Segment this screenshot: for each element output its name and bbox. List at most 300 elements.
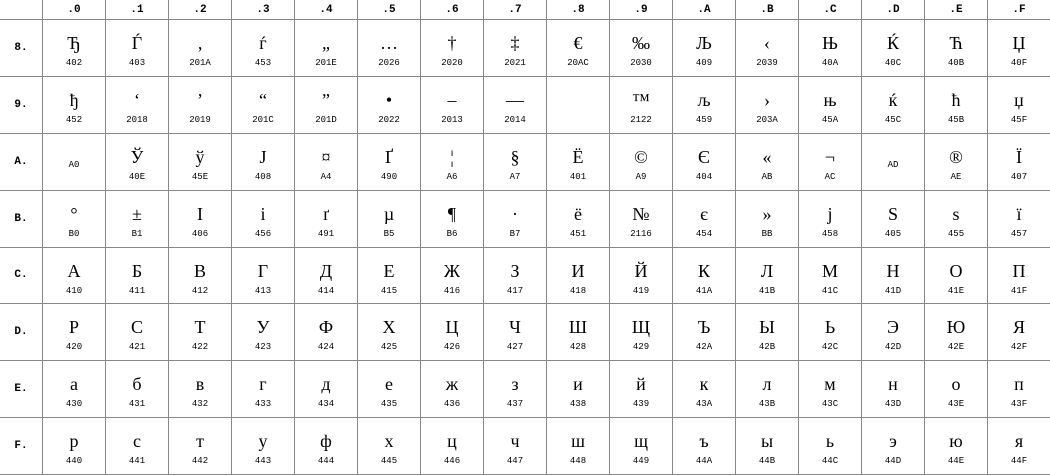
unicode-code-label: 40E — [128, 171, 146, 182]
unicode-code-label: 43A — [695, 399, 713, 410]
unicode-code-label: 408 — [254, 171, 272, 182]
column-header: .5 — [357, 0, 420, 20]
character-cell — [168, 361, 231, 418]
unicode-code-label: 442 — [191, 456, 209, 467]
character-cell — [357, 418, 420, 475]
character-cell — [861, 134, 924, 191]
character-cell — [105, 418, 168, 475]
character-cell — [672, 361, 735, 418]
unicode-code-label: 402 — [65, 58, 83, 68]
character-glyph: Џ — [1012, 33, 1026, 53]
character-cell — [420, 77, 483, 134]
character-glyph: » — [762, 203, 772, 224]
character-glyph: ё — [574, 203, 582, 224]
column-header: .7 — [483, 0, 546, 20]
character-cell — [231, 134, 294, 191]
unicode-code-label: 43E — [947, 399, 965, 410]
character-glyph: И — [571, 260, 585, 281]
character-glyph: ы — [760, 431, 774, 452]
unicode-code-label: 44D — [884, 456, 902, 467]
character-cell — [420, 191, 483, 248]
character-cell — [735, 20, 798, 77]
character-cell — [672, 248, 735, 305]
unicode-code-label: 416 — [443, 285, 461, 296]
column-header: .3 — [231, 0, 294, 20]
character-cell — [546, 134, 609, 191]
character-glyph: Љ — [696, 33, 712, 53]
unicode-code-label: 40A — [821, 58, 839, 68]
unicode-code-label: 425 — [380, 342, 398, 353]
character-glyph: џ — [1014, 89, 1024, 110]
character-glyph: Н — [886, 260, 900, 281]
unicode-code-label: 459 — [695, 114, 713, 125]
character-cell — [420, 248, 483, 305]
character-glyph: § — [510, 146, 520, 167]
character-glyph: ¦ — [450, 146, 454, 167]
unicode-code-label: 45F — [1010, 114, 1028, 125]
character-glyph: Й — [634, 260, 648, 281]
unicode-code-label: 417 — [506, 285, 524, 296]
unicode-code-label: 424 — [317, 342, 335, 353]
character-glyph: а — [70, 374, 78, 395]
unicode-code-label: 44B — [758, 456, 776, 467]
character-cell — [294, 418, 357, 475]
character-cell — [861, 191, 924, 248]
character-glyph: Ј — [259, 146, 267, 167]
character-cell — [168, 418, 231, 475]
character-glyph: н — [888, 374, 898, 395]
column-header: .2 — [168, 0, 231, 20]
unicode-code-label: 447 — [506, 456, 524, 467]
character-cell — [231, 248, 294, 305]
character-glyph: І — [197, 203, 203, 224]
character-glyph: Ю — [946, 317, 966, 338]
character-glyph: Я — [1012, 317, 1025, 338]
unicode-code-label: 2021 — [504, 58, 526, 68]
character-cell — [357, 361, 420, 418]
unicode-code-label: 41E — [947, 285, 965, 296]
unicode-code-label: 2020 — [441, 58, 463, 68]
character-glyph: Р — [68, 317, 79, 338]
unicode-code-label: 446 — [443, 456, 461, 467]
character-glyph: щ — [634, 431, 648, 452]
unicode-code-label: 435 — [380, 399, 398, 410]
character-cell — [987, 418, 1050, 475]
character-cell — [924, 418, 987, 475]
character-glyph: › — [764, 89, 770, 110]
character-cell — [609, 304, 672, 361]
character-glyph: † — [447, 33, 457, 53]
character-cell — [987, 77, 1050, 134]
character-glyph: Б — [131, 260, 143, 281]
character-cell — [420, 418, 483, 475]
character-glyph: д — [321, 374, 331, 395]
character-glyph: ” — [322, 89, 330, 110]
character-glyph: Х — [382, 317, 396, 338]
unicode-code-label: A4 — [320, 171, 332, 182]
unicode-code-label: 43C — [821, 399, 839, 410]
character-glyph: Є — [698, 146, 710, 167]
character-cell — [483, 20, 546, 77]
character-glyph: ь — [825, 431, 835, 452]
character-glyph: ° — [70, 203, 78, 224]
character-cell — [42, 418, 105, 475]
unicode-code-label: 414 — [317, 285, 335, 296]
unicode-code-label: 491 — [317, 228, 335, 239]
unicode-code-label: A6 — [446, 171, 458, 182]
character-glyph: ј — [827, 203, 833, 224]
character-glyph: ¶ — [447, 203, 457, 224]
character-glyph: Л — [760, 260, 774, 281]
character-cell — [420, 20, 483, 77]
unicode-code-label: BB — [761, 228, 773, 239]
column-header: .8 — [546, 0, 609, 20]
unicode-code-label: 428 — [569, 342, 587, 353]
character-glyph: ™ — [632, 89, 650, 110]
character-cell — [294, 248, 357, 305]
character-cell — [42, 191, 105, 248]
character-cell — [735, 191, 798, 248]
character-cell — [672, 304, 735, 361]
character-glyph: ї — [1016, 203, 1022, 224]
unicode-code-label: 43D — [884, 399, 902, 410]
character-glyph: « — [762, 146, 772, 167]
row-header: D. — [0, 304, 42, 361]
unicode-code-label: 401 — [569, 171, 587, 182]
character-glyph: К — [697, 260, 710, 281]
character-cell — [609, 191, 672, 248]
character-cell — [546, 20, 609, 77]
character-glyph: „ — [322, 33, 330, 53]
character-cell — [420, 361, 483, 418]
character-glyph: т — [196, 431, 204, 452]
character-cell — [231, 77, 294, 134]
unicode-code-label: 453 — [254, 58, 272, 68]
character-glyph: µ — [383, 203, 395, 224]
character-cell — [546, 248, 609, 305]
character-glyph: з — [511, 374, 519, 395]
character-cell — [168, 20, 231, 77]
character-cell — [168, 191, 231, 248]
character-glyph: ± — [132, 203, 142, 224]
character-cell — [987, 304, 1050, 361]
character-cell — [861, 248, 924, 305]
column-header: .0 — [42, 0, 105, 20]
character-glyph: х — [384, 431, 394, 452]
unicode-code-label: B0 — [68, 228, 80, 239]
character-glyph: Ы — [759, 317, 775, 338]
unicode-code-label: 42A — [695, 342, 713, 353]
unicode-code-label: 426 — [443, 342, 461, 353]
unicode-code-label: 433 — [254, 399, 272, 410]
character-glyph: э — [889, 431, 897, 452]
unicode-code-label: 440 — [65, 456, 83, 467]
character-cell — [357, 77, 420, 134]
character-cell — [294, 361, 357, 418]
character-glyph: є — [700, 203, 708, 224]
character-cell — [987, 20, 1050, 77]
character-glyph: ћ — [951, 89, 961, 110]
character-cell — [483, 361, 546, 418]
character-cell — [735, 77, 798, 134]
unicode-code-label: 2116 — [630, 228, 652, 239]
character-glyph: ќ — [888, 89, 898, 110]
unicode-code-label: 449 — [632, 456, 650, 467]
character-glyph: А — [67, 260, 81, 281]
character-cell — [294, 304, 357, 361]
column-header: .1 — [105, 0, 168, 20]
character-glyph: Ё — [572, 146, 584, 167]
character-cell — [546, 77, 609, 134]
unicode-code-label: 406 — [191, 228, 209, 239]
unicode-code-label: 427 — [506, 342, 524, 353]
unicode-code-label: B6 — [446, 228, 458, 239]
character-glyph: ж — [445, 374, 459, 395]
unicode-code-label: 434 — [317, 399, 335, 410]
unicode-code-label: 421 — [128, 342, 146, 353]
character-glyph: ш — [571, 431, 585, 452]
unicode-code-label: 437 — [506, 399, 524, 410]
unicode-code-label: 431 — [128, 399, 146, 410]
character-glyph: љ — [697, 89, 711, 110]
character-glyph: п — [1014, 374, 1024, 395]
character-glyph: ч — [510, 431, 520, 452]
character-cell — [609, 77, 672, 134]
character-cell — [105, 304, 168, 361]
unicode-code-label: 40C — [884, 58, 902, 68]
column-header: .F — [987, 0, 1050, 20]
unicode-code-label: 2014 — [504, 114, 526, 125]
unicode-code-label: 420 — [65, 342, 83, 353]
unicode-code-label: 42E — [947, 342, 965, 353]
character-glyph: … — [380, 33, 398, 53]
character-glyph: В — [193, 260, 206, 281]
unicode-code-label: 203A — [756, 114, 778, 125]
character-cell — [42, 77, 105, 134]
unicode-code-label: 411 — [128, 285, 146, 296]
unicode-code-label: AC — [824, 171, 836, 182]
unicode-code-label: 451 — [569, 228, 587, 239]
character-cell — [672, 418, 735, 475]
unicode-code-label: A9 — [635, 171, 647, 182]
row-header: A. — [0, 134, 42, 191]
character-glyph: й — [636, 374, 646, 395]
character-cell — [735, 248, 798, 305]
character-cell — [42, 134, 105, 191]
character-cell — [672, 191, 735, 248]
character-cell — [357, 20, 420, 77]
row-header: B. — [0, 191, 42, 248]
unicode-code-label: 419 — [632, 285, 650, 296]
character-glyph: Њ — [822, 33, 838, 53]
unicode-code-label: 45C — [884, 114, 902, 125]
character-glyph: в — [195, 374, 205, 395]
character-glyph: Ш — [568, 317, 588, 338]
character-glyph: О — [949, 260, 963, 281]
character-glyph: – — [447, 89, 457, 110]
character-cell — [483, 134, 546, 191]
character-glyph: © — [634, 146, 648, 167]
character-cell — [987, 248, 1050, 305]
character-glyph: м — [824, 374, 836, 395]
unicode-code-label: 43F — [1010, 399, 1028, 410]
unicode-code-label: 20AC — [567, 58, 589, 68]
character-cell — [105, 191, 168, 248]
unicode-code-label: 45E — [191, 171, 209, 182]
character-cell — [798, 248, 861, 305]
character-cell — [483, 418, 546, 475]
character-glyph: — — [506, 89, 524, 110]
character-glyph: № — [632, 203, 650, 224]
unicode-code-label: 455 — [947, 228, 965, 239]
unicode-code-label: 44A — [695, 456, 713, 467]
unicode-code-label: 201A — [189, 58, 211, 68]
character-glyph: Ђ — [67, 33, 81, 53]
character-glyph: ‹ — [764, 33, 770, 53]
unicode-code-label: 42B — [758, 342, 776, 353]
unicode-code-label: 2039 — [756, 58, 778, 68]
column-header: .A — [672, 0, 735, 20]
unicode-code-label: B5 — [383, 228, 395, 239]
character-cell — [924, 191, 987, 248]
character-glyph: ¬ — [824, 146, 836, 167]
character-glyph: € — [573, 33, 583, 53]
unicode-code-label: A7 — [509, 171, 521, 182]
corner-cell — [0, 0, 42, 20]
character-cell — [105, 361, 168, 418]
character-cell — [357, 248, 420, 305]
unicode-code-label: 441 — [128, 456, 146, 467]
character-cell — [357, 304, 420, 361]
character-cell — [42, 20, 105, 77]
character-cell — [861, 361, 924, 418]
unicode-code-label: 457 — [1010, 228, 1028, 239]
character-cell — [798, 20, 861, 77]
character-cell — [294, 191, 357, 248]
character-glyph: С — [130, 317, 143, 338]
character-glyph: • — [385, 89, 393, 110]
unicode-code-label: 42C — [821, 342, 839, 353]
unicode-code-label: 41B — [758, 285, 776, 296]
character-glyph: “ — [259, 89, 267, 110]
character-glyph: У — [256, 317, 270, 338]
character-cell — [483, 248, 546, 305]
character-cell — [231, 361, 294, 418]
column-header: .C — [798, 0, 861, 20]
unicode-code-label: 436 — [443, 399, 461, 410]
character-cell — [483, 191, 546, 248]
character-glyph: Е — [383, 260, 395, 281]
character-glyph: е — [385, 374, 393, 395]
row-header: F. — [0, 418, 42, 475]
unicode-code-label: 2030 — [630, 58, 652, 68]
character-glyph: ґ — [322, 203, 330, 224]
character-cell — [609, 361, 672, 418]
character-cell — [861, 418, 924, 475]
character-cell — [294, 77, 357, 134]
column-header: .6 — [420, 0, 483, 20]
character-cell — [924, 361, 987, 418]
character-cell — [168, 248, 231, 305]
character-cell — [483, 77, 546, 134]
character-cell — [105, 134, 168, 191]
character-cell — [672, 77, 735, 134]
character-cell — [987, 191, 1050, 248]
character-cell — [798, 134, 861, 191]
character-glyph: Ґ — [384, 146, 394, 167]
character-cell — [798, 191, 861, 248]
character-glyph: Ћ — [949, 33, 963, 53]
unicode-code-label: 438 — [569, 399, 587, 410]
unicode-code-label: 410 — [65, 285, 83, 296]
unicode-code-label: 42F — [1010, 342, 1028, 353]
character-glyph: и — [573, 374, 583, 395]
character-glyph: р — [69, 431, 79, 452]
unicode-code-label: B1 — [131, 228, 143, 239]
character-glyph: Ц — [445, 317, 459, 338]
character-cell — [798, 304, 861, 361]
character-cell — [987, 361, 1050, 418]
character-cell — [735, 304, 798, 361]
unicode-code-label: A0 — [68, 159, 80, 170]
character-cell — [609, 134, 672, 191]
character-glyph: Щ — [631, 317, 651, 338]
character-glyph: б — [132, 374, 142, 395]
unicode-code-label: AD — [887, 159, 899, 170]
character-glyph: Ќ — [886, 33, 899, 53]
character-glyph: Ч — [509, 317, 521, 338]
character-cell — [105, 20, 168, 77]
unicode-code-label: 490 — [380, 171, 398, 182]
unicode-code-label: 43B — [758, 399, 776, 410]
character-cell — [42, 304, 105, 361]
unicode-code-label: 418 — [569, 285, 587, 296]
character-cell — [672, 20, 735, 77]
character-glyph: Д — [319, 260, 333, 281]
unicode-code-label: 403 — [128, 58, 146, 68]
character-glyph: М — [821, 260, 838, 281]
character-glyph: к — [699, 374, 709, 395]
column-header: .B — [735, 0, 798, 20]
unicode-code-label: 409 — [695, 58, 713, 68]
character-glyph: ѓ — [259, 33, 267, 53]
character-cell — [798, 361, 861, 418]
unicode-code-label: AB — [761, 171, 773, 182]
unicode-code-label: 423 — [254, 342, 272, 353]
character-glyph: л — [762, 374, 772, 395]
unicode-code-label: 42D — [884, 342, 902, 353]
character-glyph: Т — [194, 317, 206, 338]
unicode-code-label: 445 — [380, 456, 398, 467]
character-glyph: ’ — [197, 89, 203, 110]
unicode-code-label: 41A — [695, 285, 713, 296]
character-cell — [42, 248, 105, 305]
character-glyph: ў — [195, 146, 205, 167]
character-cell — [861, 20, 924, 77]
character-glyph: Г — [257, 260, 269, 281]
character-glyph: Ў — [130, 146, 144, 167]
unicode-code-label: 444 — [317, 456, 335, 467]
character-cell — [987, 134, 1050, 191]
column-header: .E — [924, 0, 987, 20]
character-cell — [672, 134, 735, 191]
unicode-code-label: 448 — [569, 456, 587, 467]
unicode-code-label: 404 — [695, 171, 713, 182]
unicode-code-label: 2026 — [378, 58, 400, 68]
row-header: E. — [0, 361, 42, 418]
character-glyph: ъ — [699, 431, 709, 452]
character-cell — [168, 304, 231, 361]
